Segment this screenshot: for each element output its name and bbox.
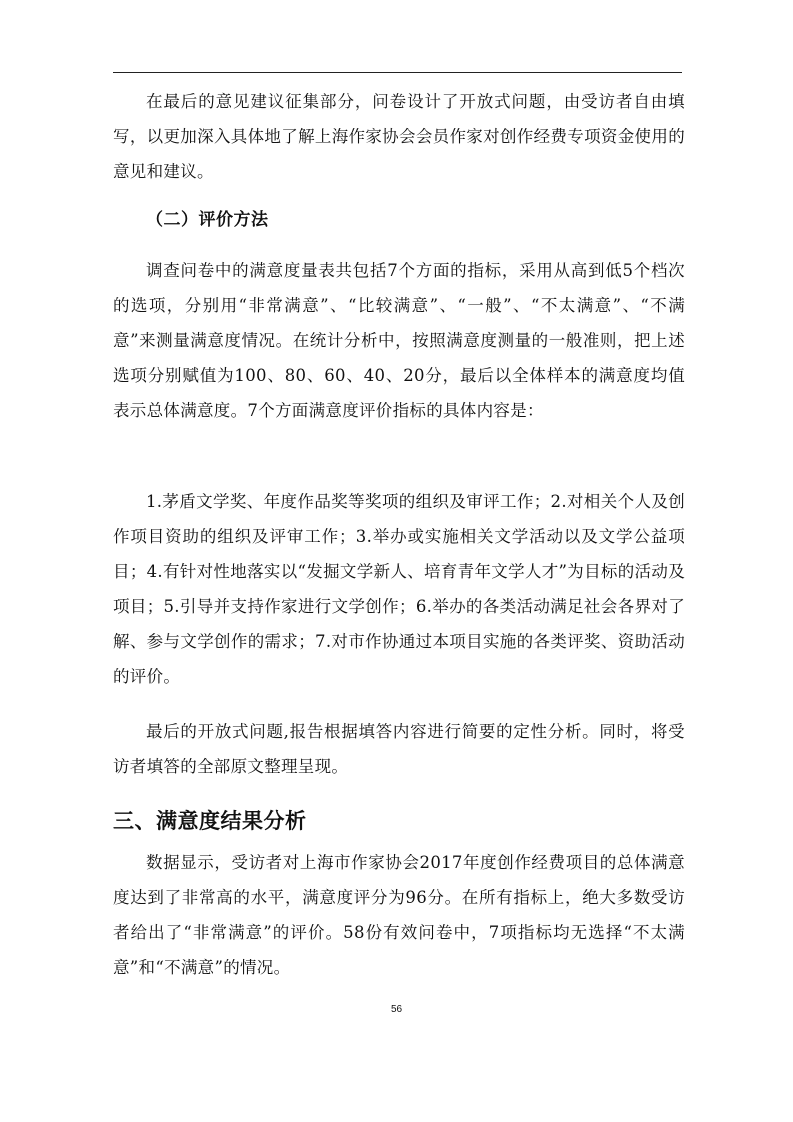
page-number: 56 [390,1004,403,1015]
paragraph-results: 数据显示，受访者对上海市作家协会2017年度创作经费项目的总体满意度达到了非常高的水平，满意度评分为96分。在所有指标上，绝大多数受访者给出了“非常满意”的评价。58份有效问卷中，7项指标均无选择“不太满意”和“不满意”的情况。 [113,853,685,977]
section-heading: 三、满意度结果分析 [113,809,307,833]
paragraph-open-question: 最后的开放式问题,报告根据填答内容进行简要的定性分析。同时，将受访者填答的全部原文整理呈现。 [113,722,685,776]
paragraph-method: 调查问卷中的满意度量表共包括7个方面的指标，采用从高到低5个档次的选项，分别用“非常满意”、“比较满意”、“一般”、“不太满意”、“不满意”来测量满意度情况。在统计分析中，按照满意度测量的一般准则，把上述选项分别赋值为100、80、60、40、20分，最后以全体样本的满意度均值表示总体满意度。7个方面满意度评价指标的具体内容是： [113,261,685,420]
paragraph-intro: 在最后的意见建议征集部分，问卷设计了开放式问题，由受访者自由填写，以更加深入具体地了解上海作家协会会员作家对创作经费专项资金使用的意见和建议。 [113,92,685,181]
subsection-heading: （二）评价方法 [146,210,269,230]
paragraph-indicators: 1.茅盾文学奖、年度作品奖等奖项的组织及审评工作；2.对相关个人及创作项目资助的组织及评审工作；3.举办或实施相关文学活动以及文学公益项目；4.有针对性地落实以“发掘文学新人、培育青年文学人才”为目标的活动及项目；5.引导并支持作家进行文学创作；6.举办的各类活动满足社会各界对了解、参与文学创作的需求；7.对市作协通过本项目实施的各类评奖、资助活动的评价。 [113,492,685,686]
header-rule [113,72,682,73]
